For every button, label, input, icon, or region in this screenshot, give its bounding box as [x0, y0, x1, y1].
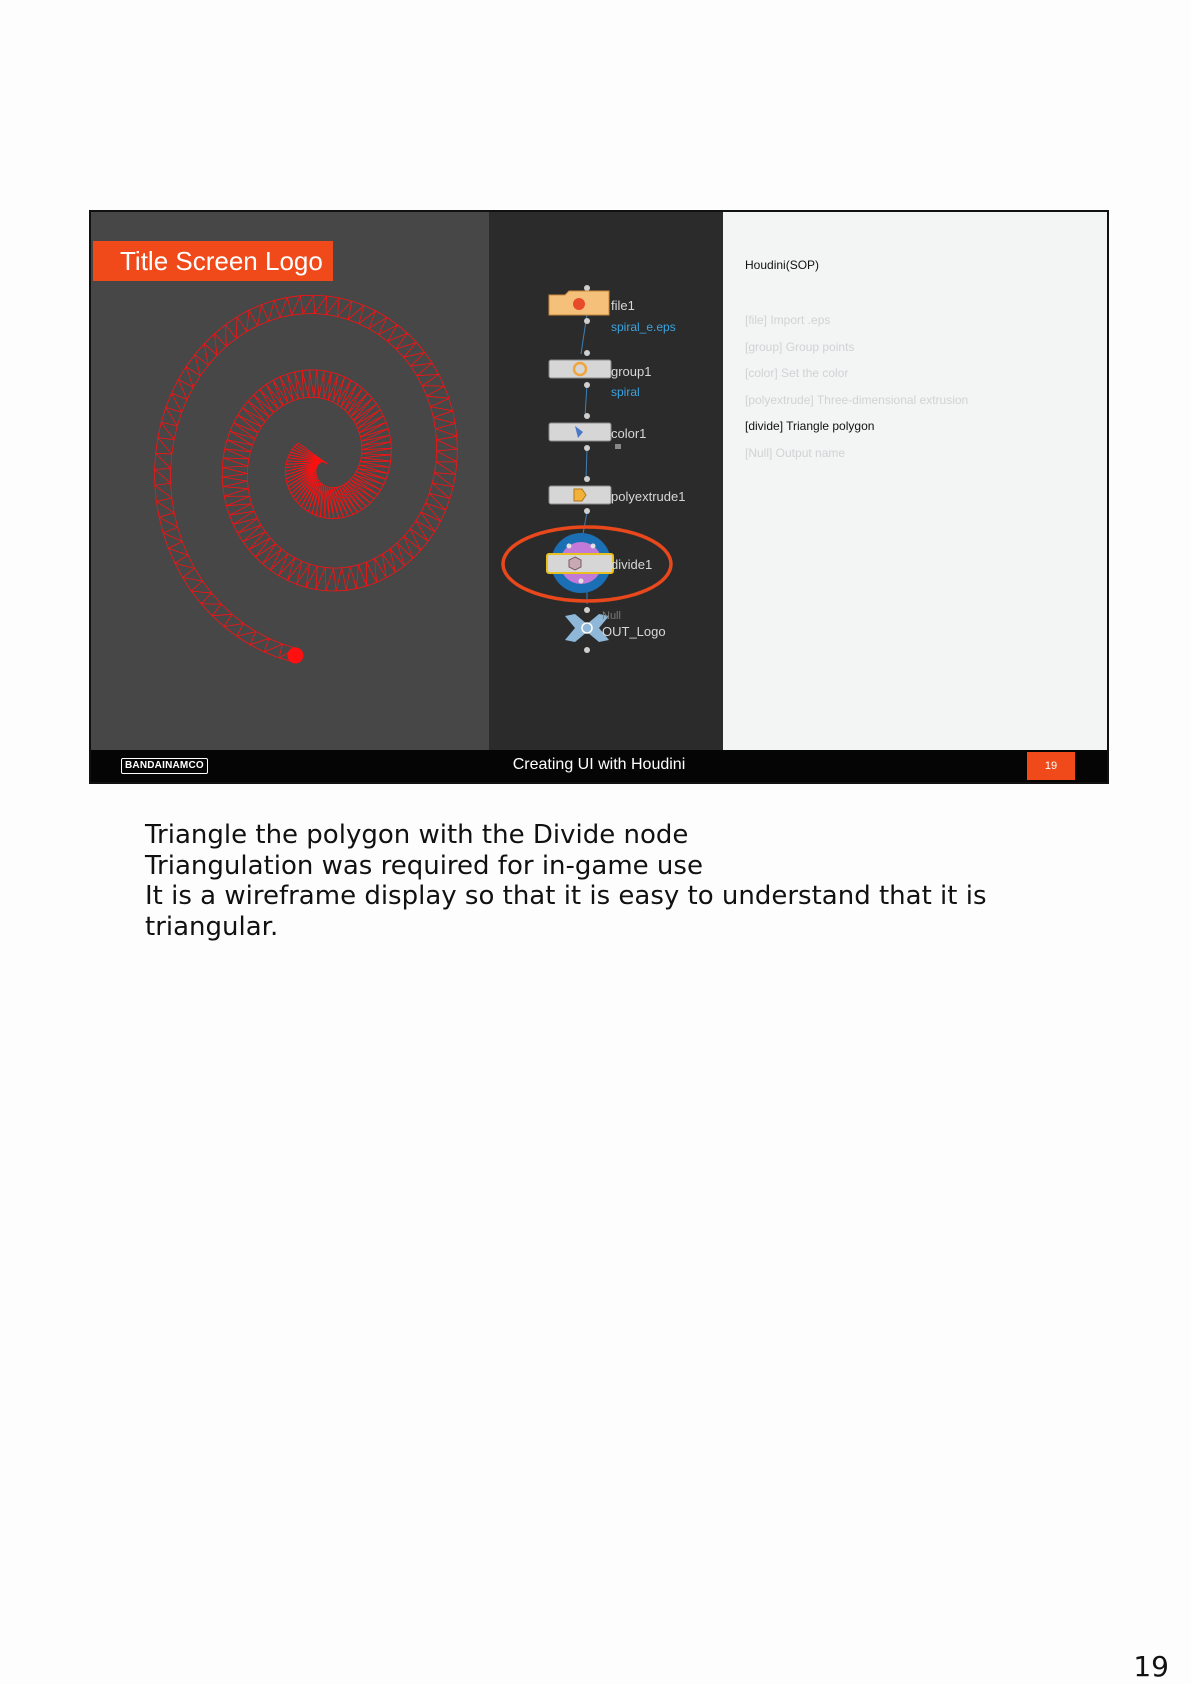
node-divide1[interactable] [547, 533, 613, 593]
footer-title: Creating UI with Houdini [512, 756, 686, 773]
node-file1[interactable] [549, 285, 609, 324]
node-sub-file1: spiral_e.eps [611, 320, 676, 334]
step-item: [file] Import .eps [745, 313, 831, 327]
brand-logo: BANDAINAMCO [121, 758, 208, 774]
notes-panel [723, 212, 1107, 750]
node-graph [489, 212, 723, 750]
lock-icon [615, 444, 621, 449]
slide-footer [91, 750, 1107, 782]
node-sub-group1: spiral [611, 385, 640, 399]
node-label-out-logo: OUT_Logo [602, 624, 666, 639]
caption-line: Triangulation was required for in-game use [145, 850, 703, 881]
step-item: [Null] Output name [745, 445, 846, 460]
step-item: [color] Set the color [745, 366, 849, 381]
slide-number-badge: 19 [1027, 752, 1075, 780]
divide-icon [569, 557, 581, 570]
node-label-polyextrude1: polyextrude1 [611, 489, 686, 504]
node-group1[interactable] [549, 350, 611, 388]
page-number: 19 [1133, 1650, 1169, 1683]
wireframe-spiral-logo [91, 212, 489, 750]
steps-list [745, 312, 968, 472]
node-polyextrude1[interactable] [549, 476, 611, 514]
file-icon [573, 298, 585, 310]
slide-title: Title Screen Logo [93, 241, 333, 281]
node-label-divide1: divide1 [611, 557, 653, 572]
caption [145, 820, 1105, 942]
step-item: [polyextrude] Three-dimensional extrusion [745, 392, 969, 407]
node-network-panel[interactable] [489, 212, 723, 750]
caption-line: It is a wireframe display so that it is easy to understand that it is triangular. [145, 881, 987, 942]
node-label-group1: group1 [611, 364, 652, 379]
notes-title: Houdini(SOP) [745, 258, 820, 272]
step-item: [group] Group points [745, 339, 855, 354]
step-item-active: [divide] Triangle polygon [745, 419, 875, 434]
node-label-file1: file1 [611, 298, 635, 313]
3d-viewport[interactable] [91, 212, 489, 750]
node-label-color1: color1 [611, 426, 647, 441]
slide [89, 210, 1109, 784]
caption-line: Triangle the polygon with the Divide node [145, 820, 689, 850]
node-type-null: Null [602, 610, 621, 622]
